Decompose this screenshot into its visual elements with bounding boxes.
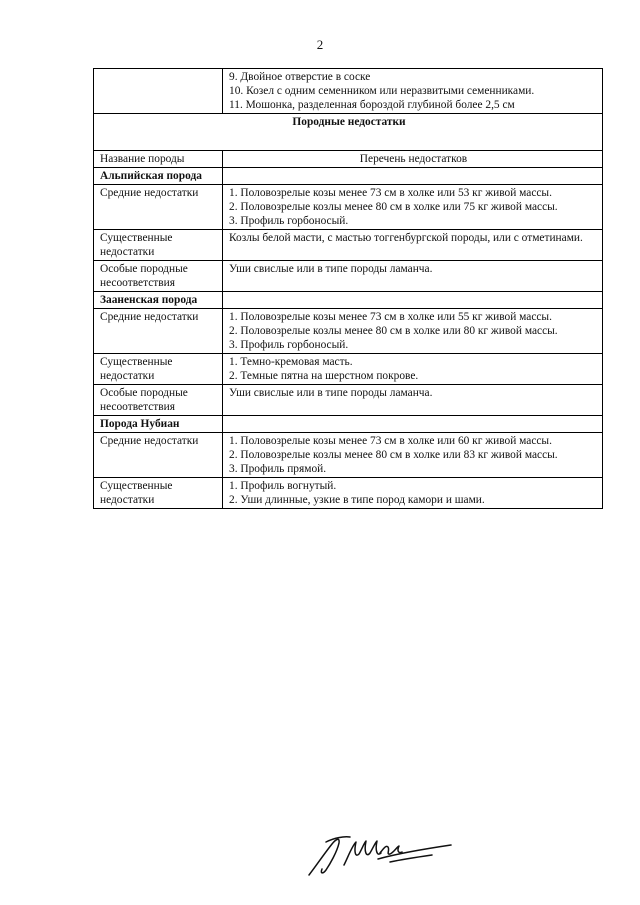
breed-name-alpine: Альпийская порода	[94, 168, 223, 185]
breed-name-saanen: Зааненская порода	[94, 292, 223, 309]
nubian-significant-item: 1. Профиль вогнутый.	[229, 480, 337, 492]
table-header-row	[94, 151, 603, 168]
handwritten-signature	[306, 824, 456, 887]
saanen-significant-cell	[223, 354, 603, 385]
breed-defects-table	[93, 68, 603, 509]
saanen-significant-row	[94, 354, 603, 385]
section-title-row	[94, 114, 603, 151]
page-number: 2	[316, 37, 324, 52]
nubian-average-item: 3. Профиль прямой.	[229, 463, 327, 475]
saanen-significant-item: 1. Темно-кремовая масть.	[229, 356, 353, 368]
saanen-special-label: Особые породные несоответствия	[94, 385, 223, 416]
alpine-special-text: Уши свислые или в типе породы ламанча.	[223, 261, 603, 292]
continuation-item-9: 9. Двойное отверстие в соске	[229, 71, 371, 83]
breed-row-saanen	[94, 292, 603, 309]
continuation-item-11: 11. Мошонка, разделенная бороздой глубиной более 2,5 см	[229, 99, 515, 111]
alpine-average-cell	[223, 185, 603, 230]
header-defects: Перечень недостатков	[223, 151, 603, 168]
nubian-average-row	[94, 433, 603, 478]
breed-row-alpine	[94, 168, 603, 185]
nubian-significant-cell	[223, 478, 603, 509]
alpine-average-row	[94, 185, 603, 230]
alpine-average-label: Средние недостатки	[94, 185, 223, 230]
alpine-significant-row	[94, 230, 603, 261]
saanen-average-cell	[223, 309, 603, 354]
saanen-significant-label: Существенные недостатки	[94, 354, 223, 385]
breed-row-nubian	[94, 416, 603, 433]
nubian-significant-label: Существенные недостатки	[94, 478, 223, 509]
continuation-row	[94, 69, 603, 114]
alpine-special-row	[94, 261, 603, 292]
saanen-average-label: Средние недостатки	[94, 309, 223, 354]
saanen-average-item: 1. Половозрелые козы менее 73 см в холке или 55 кг живой массы.	[229, 311, 552, 323]
nubian-significant-item: 2. Уши длинные, узкие в типе пород камори и шами.	[229, 494, 485, 506]
nubian-average-label: Средние недостатки	[94, 433, 223, 478]
nubian-average-item: 1. Половозрелые козы менее 73 см в холке или 60 кг живой массы.	[229, 435, 552, 447]
alpine-average-item: 3. Профиль горбоносый.	[229, 215, 349, 227]
alpine-special-label: Особые породные несоответствия	[94, 261, 223, 292]
saanen-special-row	[94, 385, 603, 416]
saanen-special-text: Уши свислые или в типе породы ламанча.	[223, 385, 603, 416]
breed-name-nubian: Порода Нубиан	[94, 416, 223, 433]
section-title: Породные недостатки	[94, 114, 603, 151]
alpine-average-item: 1. Половозрелые козы менее 73 см в холке или 53 кг живой массы.	[229, 187, 552, 199]
saanen-average-item: 2. Половозрелые козлы менее 80 см в холке или 80 кг живой массы.	[229, 325, 558, 337]
header-breed: Название породы	[94, 151, 223, 168]
continuation-cell	[223, 69, 603, 114]
alpine-average-item: 2. Половозрелые козлы менее 80 см в холке или 75 кг живой массы.	[229, 201, 558, 213]
continuation-item-10: 10. Козел с одним семенником или неразвитыми семенниками.	[229, 85, 535, 97]
alpine-significant-label: Существенные недостатки	[94, 230, 223, 261]
nubian-average-item: 2. Половозрелые козлы менее 80 см в холке или 83 кг живой массы.	[229, 449, 558, 461]
saanen-significant-item: 2. Темные пятна на шерстном покрове.	[229, 370, 419, 382]
nubian-average-cell	[223, 433, 603, 478]
saanen-average-item: 3. Профиль горбоносый.	[229, 339, 349, 351]
saanen-average-row	[94, 309, 603, 354]
alpine-significant-text: Козлы белой масти, с мастью тоггенбургской породы, или с отметинами.	[223, 230, 603, 261]
nubian-significant-row	[94, 478, 603, 509]
